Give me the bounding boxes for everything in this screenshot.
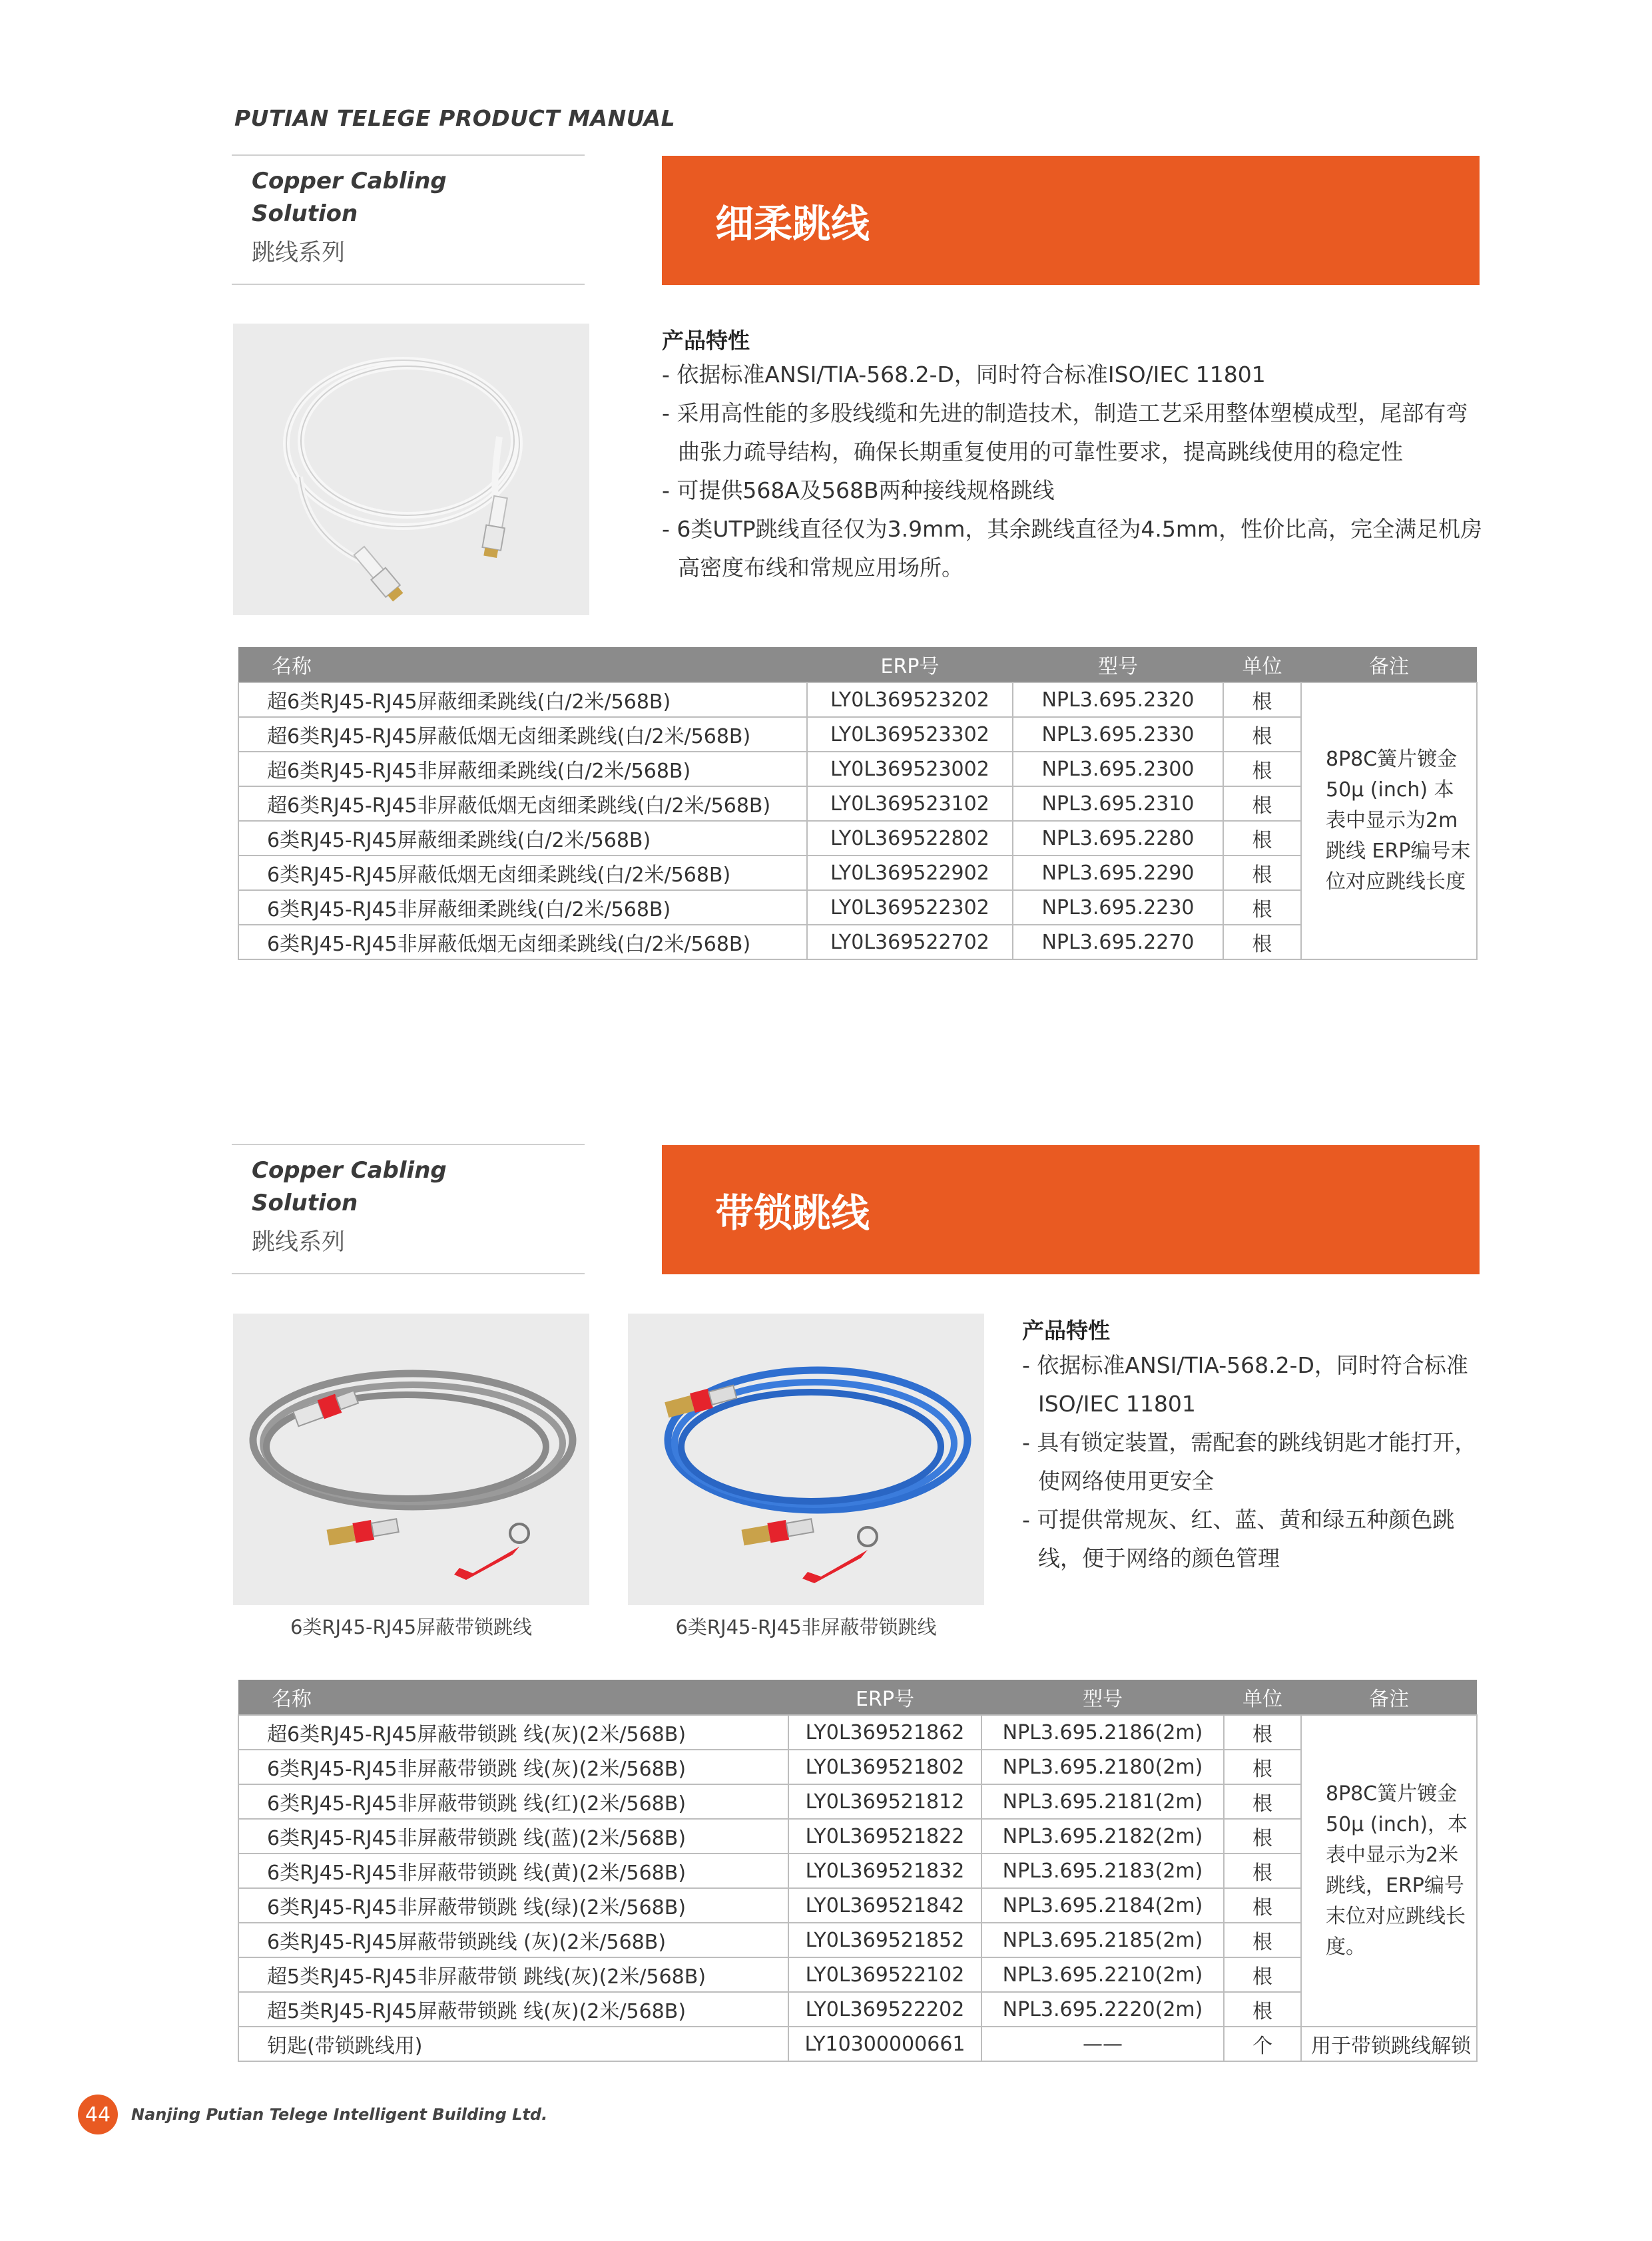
cell-unit: 根 [1223, 821, 1301, 856]
section-label-en-2: Solution [252, 1190, 358, 1216]
section-label-en-2: Solution [252, 200, 358, 227]
product-photo-grey-locked-cord [233, 1314, 589, 1605]
cell-name: 超6类RJ45-RJ45非屏蔽细柔跳线(白/2米/568B) [238, 752, 807, 786]
cell-model: NPL3.695.2300 [1013, 752, 1223, 786]
cell-erp: LY0L369522902 [807, 856, 1013, 890]
cell-model: NPL3.695.2230 [1013, 890, 1223, 925]
cell-erp: LY0L369522802 [807, 821, 1013, 856]
cell-unit: 根 [1223, 786, 1301, 821]
cell-name: 6类RJ45-RJ45非屏蔽低烟无卤细柔跳线(白/2米/568B) [238, 925, 807, 959]
page-number: 44 [78, 2095, 118, 2134]
col-header-name: 名称 [238, 1680, 788, 1715]
spec-table-1 [238, 647, 1478, 960]
cell-unit: 根 [1224, 1715, 1301, 1750]
table-row [238, 1957, 1477, 1992]
cell-name: 6类RJ45-RJ45屏蔽低烟无卤细柔跳线(白/2米/568B) [238, 856, 807, 890]
col-header-note: 备注 [1301, 647, 1477, 682]
table-row [238, 1715, 1477, 1750]
cell-erp: LY0L369522702 [807, 925, 1013, 959]
cell-unit: 根 [1224, 1819, 1301, 1854]
cell-erp: LY0L369521852 [788, 1923, 981, 1957]
cell-model: —— [981, 2027, 1224, 2061]
cell-note: 8P8C簧片镀金50μ (inch) 本表中显示为2m跳线 ERP编号末位对应跳线长度 [1301, 682, 1477, 959]
table-header-row [238, 1680, 1477, 1715]
table-row-key [238, 2027, 1477, 2061]
feature-item: - 采用高性能的多股线缆和先进的制造技术，制造工艺采用整体塑模成型，尾部有弯曲张力疏导结构，确保长期重复使用的可靠性要求，提高跳线使用的稳定性 [662, 400, 1468, 465]
col-header-model: 型号 [1013, 647, 1223, 682]
cell-unit: 根 [1223, 682, 1301, 717]
table-row [238, 1992, 1477, 2027]
table-row [238, 1888, 1477, 1923]
table-row [238, 821, 1477, 856]
cell-unit: 根 [1223, 856, 1301, 890]
cell-model: NPL3.695.2185(2m) [981, 1923, 1224, 1957]
banner-title: 细柔跳线 [715, 201, 870, 246]
footer-company: Nanjing Putian Telege Intelligent Building Ltd. [131, 2105, 548, 2124]
cell-model: NPL3.695.2181(2m) [981, 1784, 1224, 1819]
cell-model: NPL3.695.2182(2m) [981, 1819, 1224, 1854]
cell-unit: 根 [1224, 1888, 1301, 1923]
cell-name: 6类RJ45-RJ45屏蔽带锁跳线 (灰)(2米/568B) [238, 1923, 788, 1957]
cell-unit: 根 [1224, 1923, 1301, 1957]
section-label [252, 1154, 447, 1257]
table-header-row [238, 647, 1477, 682]
col-header-name: 名称 [238, 647, 807, 682]
feature-item: - 可提供568A及568B两种接线规格跳线 [662, 477, 1055, 503]
cell-unit: 根 [1223, 717, 1301, 752]
cell-unit: 个 [1224, 2027, 1301, 2061]
cell-erp: LY0L369521802 [788, 1750, 981, 1784]
table-row [238, 925, 1477, 959]
divider [232, 1273, 585, 1274]
cell-erp: LY0L369522102 [788, 1957, 981, 1992]
cell-unit: 根 [1224, 1957, 1301, 1992]
cell-unit: 根 [1223, 925, 1301, 959]
feature-item: - 可提供常规灰、红、蓝、黄和绿五种颜色跳线，便于网络的颜色管理 [1022, 1507, 1455, 1571]
table-row [238, 717, 1477, 752]
cell-name: 超6类RJ45-RJ45屏蔽细柔跳线(白/2米/568B) [238, 682, 807, 717]
table-row [238, 1784, 1477, 1819]
cell-erp: LY0L369522202 [788, 1992, 981, 2027]
product-photo-blue-locked-cord [628, 1314, 984, 1605]
cell-model: NPL3.695.2280 [1013, 821, 1223, 856]
cell-name: 6类RJ45-RJ45非屏蔽带锁跳 线(灰)(2米/568B) [238, 1750, 788, 1784]
cell-erp: LY0L369521862 [788, 1715, 981, 1750]
cell-unit: 根 [1224, 1750, 1301, 1784]
cell-note: 用于带锁跳线解锁 [1301, 2027, 1477, 2061]
banner-title: 带锁跳线 [715, 1190, 870, 1236]
table-row [238, 1854, 1477, 1888]
divider [232, 284, 585, 285]
cell-erp: LY0L369523202 [807, 682, 1013, 717]
cell-erp: LY0L369521842 [788, 1888, 981, 1923]
cell-name: 超5类RJ45-RJ45非屏蔽带锁 跳线(灰)(2米/568B) [238, 1957, 788, 1992]
cell-name: 6类RJ45-RJ45非屏蔽细柔跳线(白/2米/568B) [238, 890, 807, 925]
cell-name: 钥匙(带锁跳线用) [238, 2027, 788, 2061]
feature-item: - 依据标准ANSI/TIA-568.2-D，同时符合标准ISO/IEC 11801 [1022, 1352, 1468, 1417]
cell-model: NPL3.695.2186(2m) [981, 1715, 1224, 1750]
col-header-model: 型号 [981, 1680, 1224, 1715]
section-banner [662, 1145, 1480, 1274]
cell-model: NPL3.695.2184(2m) [981, 1888, 1224, 1923]
col-header-erp: ERP号 [807, 647, 1013, 682]
cell-model: NPL3.695.2330 [1013, 717, 1223, 752]
cell-model: NPL3.695.2220(2m) [981, 1992, 1224, 2027]
col-header-unit: 单位 [1224, 1680, 1301, 1715]
cell-unit: 根 [1224, 1784, 1301, 1819]
cell-unit: 根 [1224, 1854, 1301, 1888]
cell-name: 6类RJ45-RJ45非屏蔽带锁跳 线(红)(2米/568B) [238, 1784, 788, 1819]
table-row [238, 752, 1477, 786]
table-row [238, 682, 1477, 717]
table-row [238, 1819, 1477, 1854]
col-header-erp: ERP号 [788, 1680, 981, 1715]
divider [232, 1144, 585, 1145]
cell-name: 6类RJ45-RJ45屏蔽细柔跳线(白/2米/568B) [238, 821, 807, 856]
table-row [238, 856, 1477, 890]
table-row [238, 1923, 1477, 1957]
cell-erp: LY0L369521832 [788, 1854, 981, 1888]
cell-name: 6类RJ45-RJ45非屏蔽带锁跳 线(蓝)(2米/568B) [238, 1819, 788, 1854]
cell-erp: LY0L369523302 [807, 717, 1013, 752]
section-label-en-1: Copper Cabling [252, 168, 447, 194]
cell-name: 6类RJ45-RJ45非屏蔽带锁跳 线(绿)(2米/568B) [238, 1888, 788, 1923]
cell-name: 超6类RJ45-RJ45屏蔽带锁跳 线(灰)(2米/568B) [238, 1715, 788, 1750]
feature-item: - 6类UTP跳线直径仅为3.9mm，其余跳线直径为4.5mm，性价比高，完全满足机房高密度布线和常规应用场所。 [662, 516, 1483, 581]
features-list [1010, 1346, 1483, 1578]
table-row [238, 786, 1477, 821]
section-label [252, 165, 447, 268]
cell-name: 6类RJ45-RJ45非屏蔽带锁跳 线(黄)(2米/568B) [238, 1854, 788, 1888]
cell-erp: LY0L369522302 [807, 890, 1013, 925]
features-title: 产品特性 [662, 328, 750, 354]
divider [232, 154, 585, 156]
manual-title: PUTIAN TELEGE PRODUCT MANUAL [234, 105, 676, 131]
cell-model: NPL3.695.2270 [1013, 925, 1223, 959]
section-banner [662, 156, 1480, 285]
col-header-note: 备注 [1301, 1680, 1477, 1715]
features-title: 产品特性 [1022, 1318, 1110, 1344]
cell-unit: 根 [1223, 752, 1301, 786]
cell-name: 超6类RJ45-RJ45屏蔽低烟无卤细柔跳线(白/2米/568B) [238, 717, 807, 752]
cell-unit: 根 [1224, 1992, 1301, 2027]
cell-model: NPL3.695.2180(2m) [981, 1750, 1224, 1784]
section-label-en-1: Copper Cabling [252, 1157, 447, 1184]
cell-erp: LY0L369521822 [788, 1819, 981, 1854]
cell-erp: LY0L369523102 [807, 786, 1013, 821]
cell-model: NPL3.695.2210(2m) [981, 1957, 1224, 1992]
photo-caption-left: 6类RJ45-RJ45屏蔽带锁跳线 [290, 1616, 533, 1638]
cell-model: NPL3.695.2320 [1013, 682, 1223, 717]
cell-model: NPL3.695.2183(2m) [981, 1854, 1224, 1888]
cell-note: 8P8C簧片镀金50μ (inch)，本表中显示为2米跳线，ERP编号末位对应跳线长度。 [1301, 1715, 1477, 2027]
cell-model: NPL3.695.2310 [1013, 786, 1223, 821]
spec-table-2 [238, 1680, 1478, 2062]
feature-item: - 依据标准ANSI/TIA-568.2-D，同时符合标准ISO/IEC 11801 [662, 362, 1266, 387]
cell-unit: 根 [1223, 890, 1301, 925]
cell-erp: LY0L369521812 [788, 1784, 981, 1819]
feature-item: - 具有锁定装置，需配套的跳线钥匙才能打开，使网络使用更安全 [1022, 1429, 1477, 1494]
section-label-cn: 跳线系列 [252, 1229, 346, 1256]
table-row [238, 890, 1477, 925]
cell-name: 超5类RJ45-RJ45屏蔽带锁跳 线(灰)(2米/568B) [238, 1992, 788, 2027]
col-header-unit: 单位 [1223, 647, 1301, 682]
photo-caption-right: 6类RJ45-RJ45非屏蔽带锁跳线 [675, 1616, 937, 1638]
product-photo-white-cord [233, 324, 589, 615]
section-label-cn: 跳线系列 [252, 240, 346, 266]
features-list [650, 356, 1486, 587]
cell-name: 超6类RJ45-RJ45非屏蔽低烟无卤细柔跳线(白/2米/568B) [238, 786, 807, 821]
cell-model: NPL3.695.2290 [1013, 856, 1223, 890]
cell-erp: LY10300000661 [788, 2027, 981, 2061]
table-row [238, 1750, 1477, 1784]
cell-erp: LY0L369523002 [807, 752, 1013, 786]
